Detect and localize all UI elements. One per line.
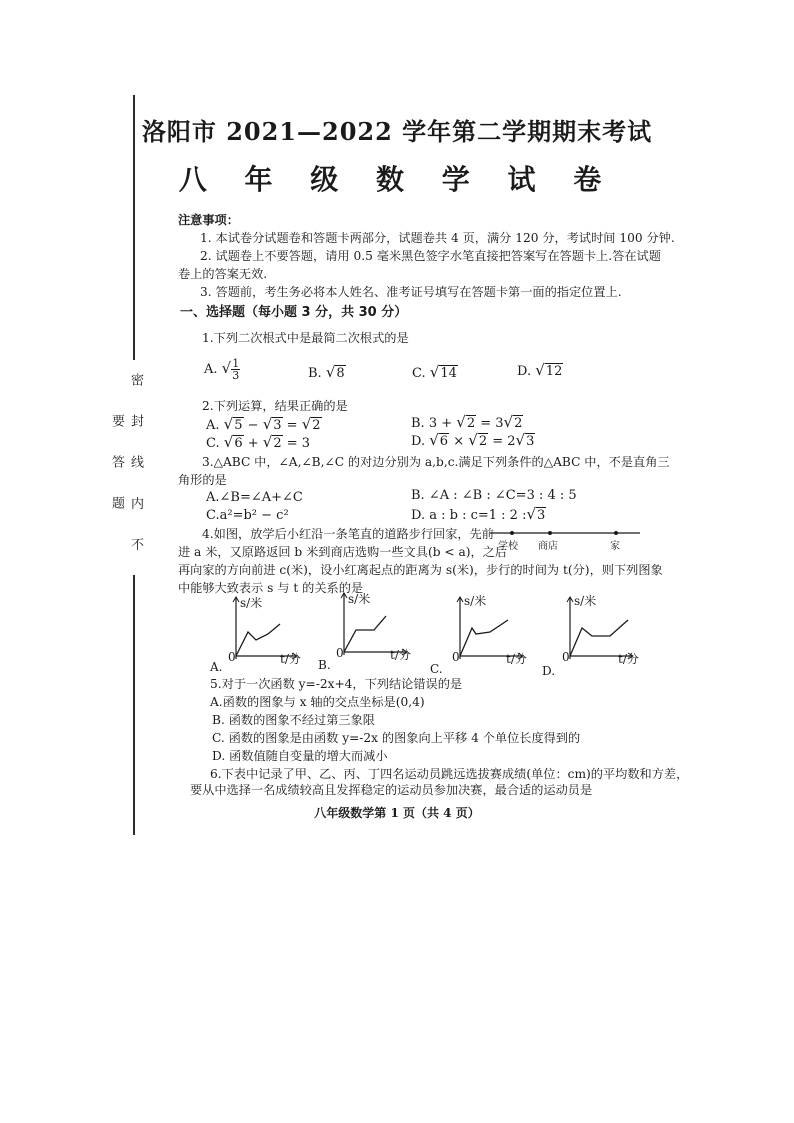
shop-label: 商店 bbox=[538, 541, 558, 552]
school-label: 学校 bbox=[498, 541, 518, 552]
q2-stem: 2.下列运算，结果正确的是 bbox=[202, 399, 348, 413]
q1-option-a: A. √ $\frac{1}{3}$ bbox=[204, 357, 240, 382]
note-1: 1. 本试卷分试题卷和答题卡两部分，试题卷共 4 页，满分 120 分，考试时间 100 分钟. bbox=[200, 231, 675, 245]
paper-title: 八 年 级 数 学 试 卷 bbox=[178, 163, 616, 196]
q6-line-1: 6.下表中记录了甲、乙、丙、丁四名运动员跳远选拔赛成绩(单位：cm)的平均数和方差， bbox=[210, 767, 689, 781]
graph-d-t-label: t/分 bbox=[618, 652, 639, 666]
graph-a-origin: 0 bbox=[228, 650, 236, 664]
q3-option-b: B. ∠A : ∠B : ∠C=3 : 4 : 5 bbox=[411, 488, 577, 503]
graph-b bbox=[314, 590, 414, 670]
shop-point bbox=[548, 531, 552, 535]
q5-option-d: D. 函数值随自变量的增大而减小 bbox=[212, 749, 388, 763]
note-2-cont: 卷上的答案无效. bbox=[178, 267, 268, 281]
graph-b-s-label: s/米 bbox=[348, 592, 371, 606]
graph-b-origin: 0 bbox=[336, 646, 344, 660]
q2-option-c: C. √6 + √2 = 3 bbox=[206, 433, 311, 451]
q4-line-4: 中能够大致表示 s 与 t 的关系的是 bbox=[178, 581, 364, 595]
q3-option-d: D. a : b : c=1 : 2 :√3 bbox=[411, 505, 546, 523]
q5-option-c: C. 函数的图象是由函数 y=-2x 的图象向上平移 4 个单位长度得到的 bbox=[212, 731, 581, 745]
q5-option-a: A.函数的图象与 x 轴的交点坐标是(0,4) bbox=[210, 695, 425, 709]
q4-line-3: 再向家的方向前进 c(米)，设小红离起点的距离为 s(米)，步行的时间为 t(分)，则下列图象 bbox=[178, 563, 663, 577]
graph-c-option: C. bbox=[430, 662, 443, 676]
graph-c bbox=[430, 594, 530, 676]
q6-line-2: 要从中选择一名成绩较高且发挥稳定的运动员参加决赛，最合适的运动员是 bbox=[190, 783, 593, 797]
seal-notice: 密 封 线 内 不 要 答 题 bbox=[121, 360, 145, 575]
graph-a-option: A. bbox=[210, 660, 223, 674]
graph-c-s-label: s/米 bbox=[464, 594, 487, 608]
q1-stem: 1.下列二次根式中是最简二次根式的是 bbox=[202, 331, 409, 345]
graph-a-t-label: t/分 bbox=[280, 652, 301, 666]
q3-stem-1: 3.△ABC 中，∠A,∠B,∠C 的对边分别为 a,b,c.满足下列条件的△ABC 中，不是直角三 bbox=[202, 455, 670, 469]
graph-b-t-label: t/分 bbox=[390, 648, 411, 662]
exam-title: 洛阳市 2021—2022 学年第二学期期末考试 bbox=[141, 117, 653, 146]
note-2: 2. 试题卷上不要答题，请用 0.5 毫米黑色签字水笔直接把答案写在答题卡上.答在试题 bbox=[200, 249, 661, 263]
q1-option-c: C. √14 bbox=[412, 363, 457, 381]
graph-d bbox=[540, 594, 640, 678]
notes-heading: 注意事项： bbox=[178, 213, 239, 227]
graph-d-s-label: s/米 bbox=[574, 594, 597, 608]
graph-c-t-label: t/分 bbox=[506, 652, 527, 666]
home-label: 家 bbox=[610, 541, 620, 552]
q4-line-2: 进 a 米，又原路返回 b 米到商店选购一些文具(b < a)，之后 bbox=[178, 545, 508, 559]
note-3: 3. 答题前，考生务必将本人姓名、准考证号填写在答题卡第一面的指定位置上. bbox=[200, 285, 622, 299]
graph-c-origin: 0 bbox=[452, 650, 460, 664]
q2-option-a: A. √5 − √3 = √2 bbox=[206, 415, 321, 433]
q2-option-d: D. √6 × √2 = 2√3 bbox=[411, 431, 535, 449]
graph-d-origin: 0 bbox=[562, 650, 570, 664]
q1-option-d: D. √12 bbox=[517, 361, 563, 379]
home-point bbox=[614, 531, 618, 535]
graph-d-option: D. bbox=[542, 664, 556, 678]
school-point bbox=[510, 531, 514, 535]
q3-stem-2: 角形的是 bbox=[178, 473, 227, 487]
graph-b-option: B. bbox=[318, 658, 331, 672]
section-heading: 一、选择题（每小题 3 分，共 30 分） bbox=[180, 305, 408, 320]
q5-option-b: B. 函数的图象不经过第三象限 bbox=[212, 713, 375, 727]
road-diagram bbox=[490, 525, 640, 555]
q3-option-c: C.a²=b² − c² bbox=[206, 508, 289, 523]
q2-option-b: B. 3 + √2 = 3√2 bbox=[411, 413, 523, 431]
q1-option-b: B. √8 bbox=[308, 363, 345, 381]
page-footer: 八年级数学第 1 页（共 4 页） bbox=[314, 806, 480, 820]
q5-stem: 5.对于一次函数 y=-2x+4，下列结论错误的是 bbox=[210, 677, 463, 691]
q3-option-a: A.∠B=∠A+∠C bbox=[206, 490, 303, 505]
q4-line-1: 4.如图，放学后小红沿一条笔直的道路步行回家，先前 bbox=[202, 527, 494, 541]
graph-a bbox=[206, 594, 306, 674]
graph-a-s-label: s/米 bbox=[240, 596, 263, 610]
